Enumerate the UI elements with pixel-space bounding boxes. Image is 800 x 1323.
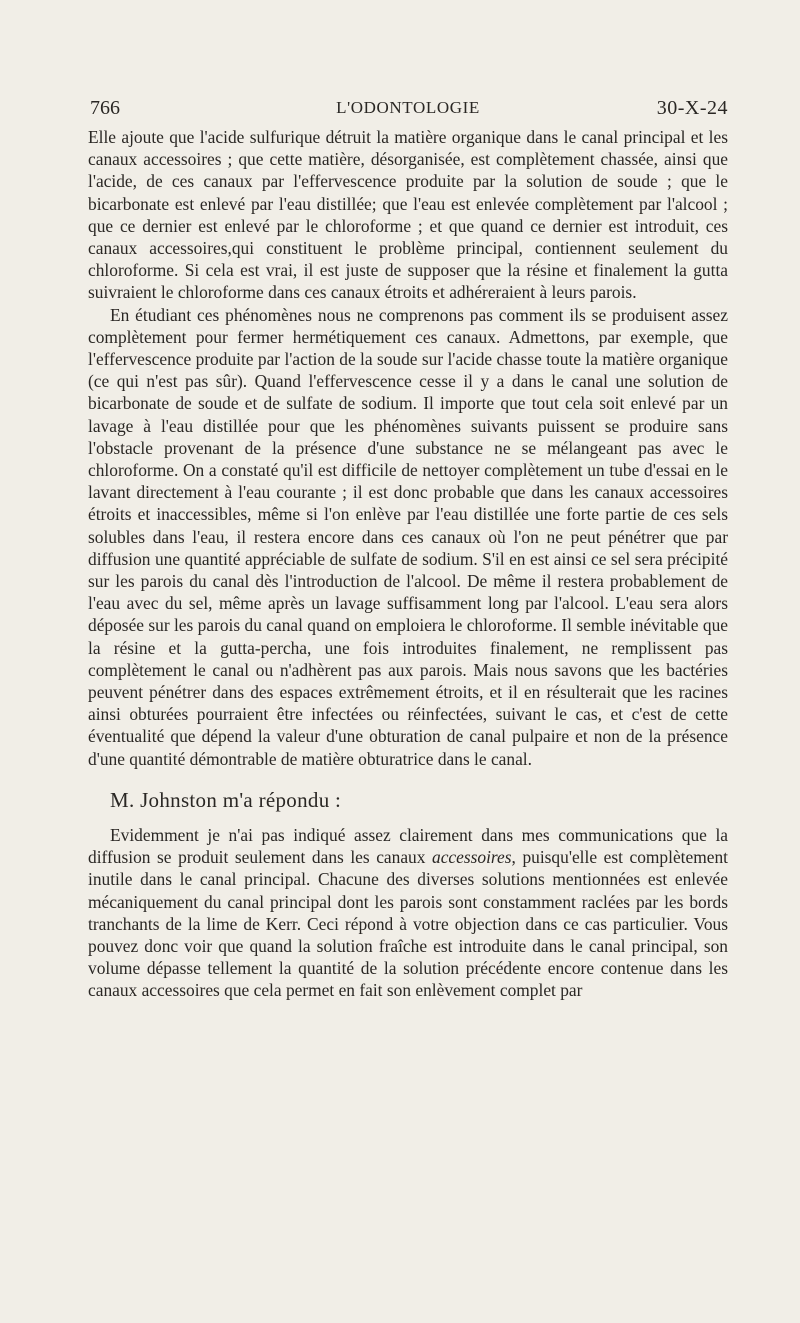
article-body bbox=[88, 126, 728, 1002]
reply-paragraph bbox=[88, 824, 728, 1002]
paragraph-continued: Elle ajoute que l'acide sulfurique détruit la matière organique dans le canal principal et les canaux accessoires ; que cette matière, désorganisée, est complètement chassée, ainsi que l'acide, de ces canaux par l'effervescence produite par la solution de soude ; que le bicarbonate est enlevé par l'eau distillée; que l'eau est enlevée complètement par l'alcool ; que ce dernier est enlevé par le chloroforme ; et que quand ce dernier est introduit, ces canaux accessoires,qui constituent le problème principal, contiennent seulement du chloroforme. Si cela est vrai, il est juste de supposer que la résine et finalement la gutta suivraient le chloroforme dans ces canaux étroits et adhéreraient à leurs parois. bbox=[88, 127, 728, 303]
section-heading: M. Johnston m'a répondu : bbox=[110, 787, 342, 812]
reply-text-end: , puisqu'elle est complètement inutile dans le canal principal. Chacune des diverses solutions mentionnées est enlevée mécaniquement du canal principal dont les parois sont constamment raclées par les bords tranchants de la lime de Kerr. Ceci répond à votre objection dans ce cas particulier. Vous pouvez donc voir que quand la solution fraîche est introduite dans le canal principal, son volume dépasse tellement la quantité de la solution précédente encore contenue dans les canaux accessoires que cela permet en fait son enlèvement complet par bbox=[88, 847, 728, 1001]
document-page bbox=[88, 94, 728, 1002]
issue-date: 30-X-24 bbox=[656, 97, 728, 119]
emphasized-word: accessoires bbox=[432, 847, 512, 868]
reply-text-start: Evidemment je n'ai pas indiqué assez clairement dans mes communications que la diffusion se produit seulement dans les canaux bbox=[88, 824, 728, 868]
journal-title: L'ODONTOLOGIE bbox=[336, 98, 480, 117]
page-number: 766 bbox=[90, 97, 120, 119]
paragraph: En étudiant ces phénomènes nous ne comprenons pas comment ils se produisent assez complètement pour fermer hermétiquement ces canaux. Admettons, par exemple, que l'effervescence produite par l'action de la soude sur l'acide chasse toute la matière organique (ce qui n'est pas sûr). Quand l'effervescence cesse il y a dans le canal une solution de bicarbonate de soude et de sulfate de sodium. Il importe que tout cela soit enlevé par un lavage à l'eau distillée pour que les phénomènes suivants puissent se produire sans l'obstacle provenant de la présence d'une substance ne se mélangeant pas avec le chloroforme. On a constaté qu'il est difficile de nettoyer complètement un tube d'essai en le lavant directement à l'eau courante ; il est donc probable que dans les canaux accessoires étroits et inaccessibles, même si l'on enlève par l'eau distillée une forte partie de ces sels solubles dans l'eau, il restera encore dans ces canaux où l'on ne peut pénétrer que par diffusion une quantité appréciable de sulfate de sodium. S'il en est ainsi ce sel sera précipité sur les parois du canal dès l'introduction de l'alcool. De même il restera probablement de l'eau avec du sel, même après un lavage suffisamment long par l'alcool. L'eau sera alors déposée sur les parois du canal quand on emploiera le chloroforme. Il semble inévitable que la résine et la gutta-percha, une fois introduites finalement, ne remplissent pas complètement le canal ou n'adhèrent pas aux parois. Mais nous savons que les bactéries peuvent pénétrer dans des espaces extrêmement étroits, et il en résulterait que les racines ainsi obturées pourraient être infectées ou réinfectées, suivant le cas, et c'est de cette éventualité que dépend la valeur d'une obturation de canal pulpaire et non de la présence d'une quantité démontrable de matière obturatrice dans le canal. bbox=[88, 304, 728, 769]
running-header bbox=[88, 94, 728, 122]
